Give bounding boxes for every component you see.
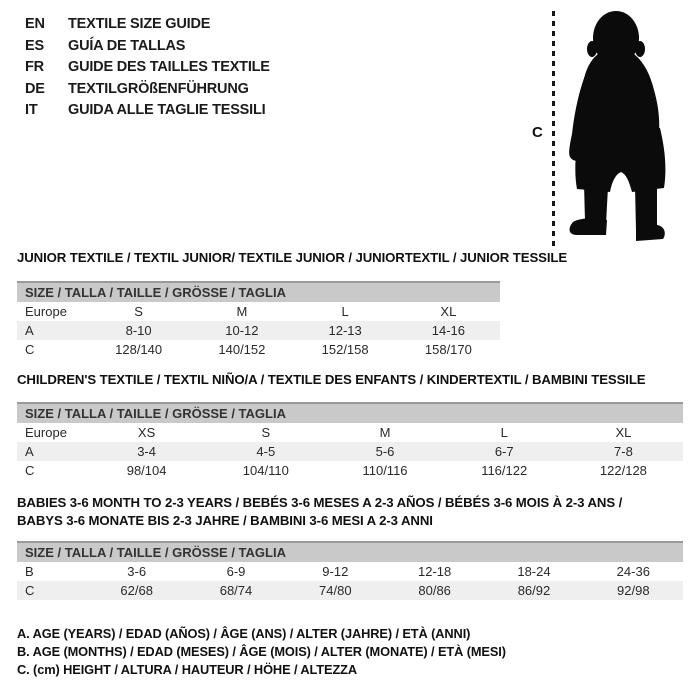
table-row	[17, 562, 683, 581]
age-cell: 14-16	[431, 323, 465, 338]
lang-title: GUIDE DES TAILLES TEXTILE	[68, 59, 270, 75]
size-cell: S	[261, 425, 271, 440]
age-cell: 12-13	[328, 323, 362, 338]
junior-section-title: JUNIOR TEXTILE / TEXTIL JUNIOR/ TEXTILE JUNIOR / JUNIORTEXTIL / JUNIOR TESSILE	[17, 250, 568, 265]
child-height-figure	[530, 6, 696, 248]
lang-row-de	[25, 79, 270, 101]
children-textile-section	[17, 372, 683, 480]
height-cell: 62/68	[120, 583, 153, 598]
height-cell: 158/170	[424, 342, 472, 357]
height-cell: 68/74	[219, 583, 253, 598]
babies-title-line1: BABIES 3-6 MONTH TO 2-3 YEARS / BEBÉS 3-6 MESES A 2-3 AÑOS / BÉBÉS 3-6 MOIS À 2-3 ANS /	[17, 495, 623, 510]
footnote-b: B. AGE (MONTHS) / EDAD (MESES) / ÂGE (MOIS) / ALTER (MONATE) / ETÀ (MESI)	[17, 644, 506, 659]
table-row	[17, 423, 683, 442]
lang-row-it	[25, 100, 270, 122]
size-cell: XL	[440, 304, 457, 319]
size-cell: M	[236, 304, 248, 319]
height-cell: 110/116	[362, 463, 408, 478]
row-label: C	[25, 463, 35, 478]
lang-row-en	[25, 14, 270, 36]
footnote-c: C. (cm) HEIGHT / ALTURA / HAUTEUR / HÖHE / ALTEZZA	[17, 662, 358, 677]
height-cell: 98/104	[126, 463, 167, 478]
size-tables	[17, 247, 683, 679]
size-cell: XS	[137, 425, 156, 440]
height-cell: 116/122	[481, 463, 528, 478]
table-row	[17, 302, 500, 321]
lang-code: EN	[25, 16, 45, 32]
row-label: Europe	[25, 304, 67, 319]
height-cell: 152/158	[321, 342, 369, 357]
size-cell: S	[134, 304, 143, 319]
table-row	[17, 461, 683, 480]
children-section-title: CHILDREN'S TEXTILE / TEXTIL NIÑO/A / TEXTILE DES ENFANTS / KINDERTEXTIL / BAMBINI TESSILE	[17, 372, 646, 387]
age-cell: 3-6	[127, 564, 147, 579]
row-label: C	[25, 583, 35, 598]
height-cell: 140/152	[218, 342, 266, 357]
height-measure-dashed-line	[552, 11, 555, 246]
height-cell: 86/92	[517, 583, 551, 598]
lang-code: FR	[25, 59, 44, 75]
babies-section-title	[17, 494, 683, 530]
age-cell: 24-36	[616, 564, 650, 579]
lang-code: ES	[25, 37, 44, 54]
babies-textile-section	[17, 494, 683, 600]
row-label: B	[25, 564, 34, 579]
lang-title: GUÍA DE TALLAS	[68, 37, 186, 54]
lang-title: GUIDA ALLE TAGLIE TESSILI	[68, 102, 266, 118]
age-cell: 18-24	[517, 564, 551, 579]
table-row	[17, 340, 500, 359]
table-row	[17, 442, 683, 461]
legend-footnotes	[17, 625, 683, 679]
age-cell: 8-10	[125, 323, 152, 338]
size-cell: XL	[615, 425, 632, 440]
size-cell: L	[500, 425, 508, 440]
age-cell: 12-18	[418, 564, 452, 579]
junior-size-header-bar: SIZE / TALLA / TAILLE / GRÖSSE / TAGLIA	[17, 281, 500, 302]
babies-size-header-bar: SIZE / TALLA / TAILLE / GRÖSSE / TAGLIA	[17, 541, 683, 562]
size-cell: M	[379, 425, 391, 440]
table-row	[17, 581, 683, 600]
row-label: C	[25, 342, 35, 357]
lang-code: DE	[25, 80, 45, 97]
lang-code: IT	[25, 102, 38, 118]
age-cell: 5-6	[375, 444, 395, 459]
age-cell: 6-9	[226, 564, 246, 579]
lang-title: TEXTILGRÖßENFÜHRUNG	[68, 80, 249, 97]
height-measure-label: C	[532, 124, 543, 141]
age-cell: 4-5	[256, 444, 276, 459]
height-cell: 92/98	[617, 583, 650, 598]
height-cell: 74/80	[319, 583, 352, 598]
age-cell: 3-4	[137, 444, 156, 459]
row-label: Europe	[25, 425, 67, 440]
row-label: A	[25, 323, 34, 338]
height-cell: 128/140	[115, 342, 163, 357]
age-cell: 10-12	[225, 323, 259, 338]
table-row	[17, 321, 500, 340]
row-label: A	[25, 444, 34, 459]
height-cell: 122/128	[599, 463, 647, 478]
height-cell: 80/86	[418, 583, 451, 598]
age-cell: 7-8	[614, 444, 633, 459]
lang-row-fr	[25, 57, 270, 79]
size-cell: L	[341, 304, 349, 319]
babies-title-line2: BABYS 3-6 MONATE BIS 2-3 JAHRE / BAMBINI 3-6 MESI A 2-3 ANNI	[17, 513, 433, 528]
height-cell: 104/110	[242, 463, 289, 478]
language-title-list	[25, 14, 270, 122]
age-cell: 9-12	[322, 564, 349, 579]
lang-row-es	[25, 36, 270, 58]
toddler-silhouette-icon	[564, 8, 691, 250]
footnote-a: A. AGE (YEARS) / EDAD (AÑOS) / ÂGE (ANS) / ALTER (JAHRE) / ETÀ (ANNI)	[17, 626, 471, 641]
junior-textile-section	[17, 250, 568, 359]
age-cell: 6-7	[494, 444, 514, 459]
lang-title: TEXTILE SIZE GUIDE	[68, 16, 211, 32]
children-size-header-bar: SIZE / TALLA / TAILLE / GRÖSSE / TAGLIA	[17, 402, 683, 423]
